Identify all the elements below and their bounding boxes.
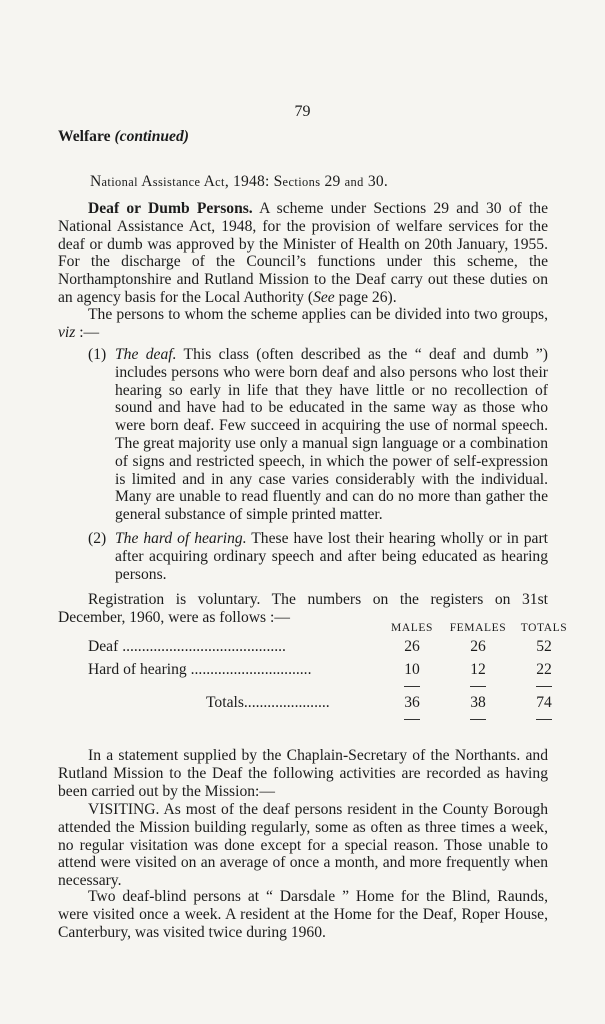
table-total-row: [88, 694, 552, 717]
act-heading-part: ssistance: [152, 175, 201, 189]
paragraph-groups: [58, 306, 548, 342]
cell-totals: 22: [536, 661, 552, 678]
list-item-text: [115, 346, 548, 524]
act-heading-part: N: [90, 173, 102, 190]
paragraph-statement: In a statement supplied by the Chaplain-Secretary of the Northants. and Rutland Mission to the Deaf the following activities are recorded as having been carried out by the Mission:—: [58, 747, 548, 800]
list-item-lead: The hard of hearing.: [115, 530, 247, 547]
paragraph-visiting: VISITING. As most of the deaf persons resident in the County Borough attended the Mission building regularly, some as often as three times a week, no regular visitation was done except for a special reason. Those unable to attend were visited on an average of once a month, and more frequently when necessary.: [58, 801, 548, 890]
section-heading: [58, 128, 189, 146]
paragraph-deaf-blind: Two deaf-blind persons at “ Darsdale ” Home for the Blind, Raunds, were visited once a week. A resident at the Home for the Deaf, Roper House, Canterbury, was visited twice during 1960.: [58, 888, 548, 941]
see-reference: See: [313, 288, 335, 306]
rule-line: [404, 686, 420, 687]
table-row: [88, 661, 552, 684]
list-item-deaf: [58, 346, 548, 524]
list-item-number: (1): [88, 346, 107, 363]
header-females: FEMALES: [449, 622, 507, 634]
viz-text: viz: [58, 323, 76, 341]
row-label: [88, 661, 311, 679]
rule-line: [470, 686, 486, 687]
cell-males: 36: [404, 694, 420, 711]
act-heading-part: 29: [320, 173, 345, 190]
act-heading-part: and: [344, 175, 364, 189]
row-label-text: Totals: [206, 694, 244, 711]
section-heading-main: Welfare: [58, 128, 111, 145]
page-number: 79: [294, 103, 311, 120]
section-heading-continued: (continued): [114, 128, 189, 145]
paragraph-text: The persons to whom the scheme applies can be divided into two groups,: [88, 306, 548, 323]
paragraph-text: A scheme under Sections 29 and 30 of the National Assistance Act, 1948, for the provision of welfare services for the deaf or dumb was approved by the Minister of Health on 20th January, 1955. For the discharge of the Council’s functions under this scheme, the Northamptonshire and Rutland Mission to the Deaf carry out these duties on an agency basis for the Local Authority (: [58, 200, 548, 306]
list-item-text: [115, 530, 548, 583]
act-heading-part: 30.: [363, 173, 388, 190]
rule-line: [404, 719, 420, 720]
paragraph-registration: Registration is voluntary. The numbers on the registers on 31st December, 1960, were as follows :—: [58, 591, 548, 626]
row-leader-dots: ......................: [243, 694, 330, 711]
act-heading-part: A: [141, 173, 153, 190]
header-totals: TOTALS: [520, 622, 568, 634]
act-heading-part: ct: [215, 175, 225, 189]
act-heading-part: A: [203, 173, 216, 190]
list-item-body: This class (often described as the “ deaf and dumb ”) includes persons who were born deaf and also persons who lost their hearing so early in life that they have little or no recollection of sound and have had to be educated in the same way as those who were born deaf. Few succeed in acquiring the use of normal speech. The great majority use only a manual sign language or a combination of signs and restricted speech, in which the power of self-expression is limited and in any case varies considerably with the individual. Many are unable to read fluently and can do no more than gather the general substance of simple printed matter.: [115, 346, 548, 524]
cell-totals: 74: [536, 694, 552, 711]
act-heading-part: ational: [101, 175, 138, 189]
list-item-lead: The deaf.: [115, 346, 177, 363]
cell-males: 26: [404, 638, 420, 655]
paragraph-tail: :—: [75, 323, 100, 341]
list-item-number: (2): [88, 530, 107, 547]
act-heading-part: ections: [282, 175, 321, 189]
cell-totals: 52: [536, 638, 552, 655]
cell-males: 10: [404, 661, 420, 678]
act-heading-part: S: [273, 173, 283, 190]
table-row: [88, 638, 552, 661]
paragraph-tail: page 26).: [334, 288, 397, 306]
paragraph-deaf-or-dumb: [58, 200, 548, 307]
cell-females: 26: [470, 638, 486, 655]
cell-females: 12: [470, 661, 486, 678]
registration-table: [88, 620, 568, 727]
row-label: [206, 694, 330, 712]
act-heading-part: , 1948:: [224, 173, 274, 190]
act-heading: [90, 173, 388, 192]
rule-line: [536, 686, 552, 687]
row-label-text: Hard of hearing: [88, 661, 187, 678]
row-label: [88, 638, 286, 656]
rule-line: [470, 719, 486, 720]
table-rule-row: [88, 684, 548, 694]
row-leader-dots: ...............................: [186, 661, 312, 678]
table-header-row: [88, 620, 568, 638]
row-label-text: Deaf: [88, 638, 119, 655]
paragraph-lead: Deaf or Dumb Persons.: [88, 200, 253, 217]
list-item-hard-of-hearing: [58, 530, 548, 583]
header-males: MALES: [391, 622, 433, 634]
row-leader-dots: ..........................................: [118, 638, 286, 655]
cell-females: 38: [470, 694, 486, 711]
rule-line: [536, 719, 552, 720]
table-rule-row: [88, 717, 548, 727]
list-item-body: These have lost their hearing wholly or in part after acquiring ordinary speech and after being educated as hearing persons.: [115, 530, 548, 583]
